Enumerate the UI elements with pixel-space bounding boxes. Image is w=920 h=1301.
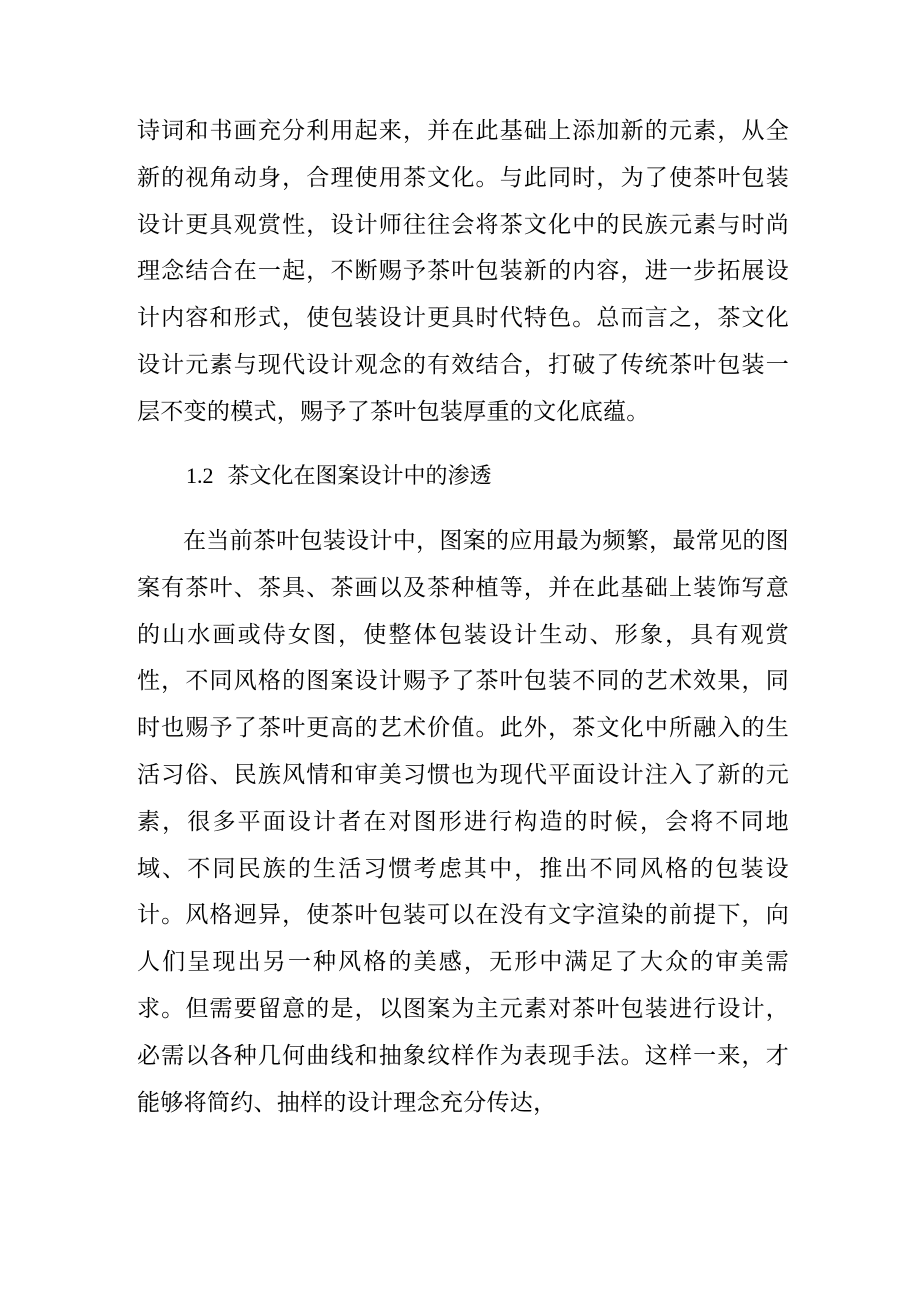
section-title: 茶文化在图案设计中的渗透 xyxy=(227,464,492,489)
section-number: 1.2 xyxy=(186,463,214,488)
body-paragraph-2: 在当前茶叶包装设计中，图案的应用最为频繁，最常见的图案有茶叶、茶具、茶画以及茶种植等，并在此基础上装饰写意的山水画或侍女图，使整体包装设计生动、形象，具有观赏性，不同风格的图案设计赐予了茶叶包装不同的艺术效果，同时也赐予了茶叶更高的艺术价值。此外，茶文化中所融入的生活习俗、民族风情和审美习惯也为现代平面设计注入了新的元素，很多平面设计者在对图形进行构造的时候，会将不同地域、不同民族的生活习惯考虑其中，推出不同风格的包装设计。风格迥异，使茶叶包装可以在没有文字渲染的前提下，向人们呈现出另一种风格的美感，无形中满足了大众的审美需求。但需要留意的是，以图案为主元素对茶叶包装进行设计，必需以各种几何曲线和抽象纹样作为表现手法。这样一来，才能够将简约、抽样的设计理念充分传达， xyxy=(137,528,789,1116)
section-heading xyxy=(186,456,492,497)
body-paragraph-1: 诗词和书画充分利用起来，并在此基础上添加新的元素，从全新的视角动身，合理使用茶文化。与此同时，为了使茶叶包装设计更具观赏性，设计师往往会将茶文化中的民族元素与时尚理念结合在一起，不断赐予茶叶包装新的内容，进一步拓展设计内容和形式，使包装设计更具时代特色。总而言之，茶文化设计元素与现代设计观念的有效结合，打破了传统茶叶包装一层不变的模式，赐予了茶叶包装厚重的文化底蕴。 xyxy=(137,118,789,425)
